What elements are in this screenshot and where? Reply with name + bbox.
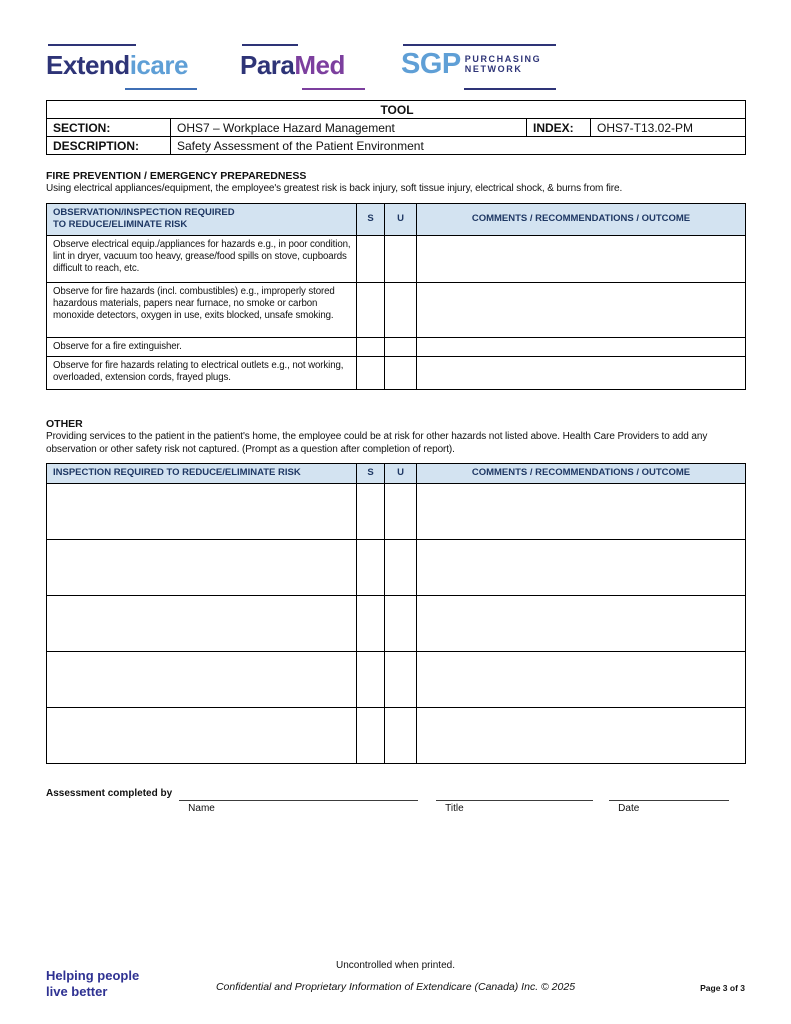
inspection-cell xyxy=(47,596,357,652)
extendicare-wordmark-blue: icare xyxy=(129,50,188,80)
observation-header-line1: OBSERVATION/INSPECTION REQUIRED xyxy=(53,206,235,218)
paramed-wordmark xyxy=(240,52,365,78)
observation-cell: Observe electrical equip./appliances for hazards e.g., in poor condition, lint in dryer, vacuum too heavy, grease/food spills on stove, cupboards difficult to reach, etc. xyxy=(47,235,357,282)
s-cell xyxy=(357,235,385,282)
paramed-logo xyxy=(240,42,365,86)
logo-rule-bottom xyxy=(125,88,197,90)
extendicare-logo xyxy=(46,42,200,86)
paramed-wordmark-navy: Para xyxy=(240,50,295,80)
table-header-row xyxy=(47,203,746,235)
fire-section-intro: Using electrical appliances/equipment, the employee's greatest risk is back injury, soft tissue injury, electrical shock, & burns from fire. xyxy=(46,183,623,194)
sgp-acronym: SGP xyxy=(401,48,461,80)
table-row xyxy=(47,337,746,356)
comments-cell xyxy=(417,540,746,596)
empty-table-row xyxy=(47,540,746,596)
comments-column-header: COMMENTS / RECOMMENDATIONS / OUTCOME xyxy=(417,464,746,484)
inspection-cell xyxy=(47,652,357,708)
table-row xyxy=(47,235,746,282)
u-cell xyxy=(385,596,417,652)
tagline-line1: Helping people xyxy=(46,968,140,983)
signature-row xyxy=(46,787,745,814)
tool-header-table xyxy=(46,100,746,155)
u-column-header: U xyxy=(385,203,417,235)
date-signature-line xyxy=(609,787,729,801)
empty-table-row xyxy=(47,596,746,652)
page-footer xyxy=(46,956,745,1012)
section-label: SECTION: xyxy=(47,119,171,137)
u-cell xyxy=(385,337,417,356)
inspection-cell xyxy=(47,484,357,540)
u-cell xyxy=(385,708,417,764)
table-row xyxy=(47,356,746,389)
fire-observation-table xyxy=(46,203,746,390)
s-cell xyxy=(357,708,385,764)
observation-column-header xyxy=(47,203,357,235)
index-value: OHS7-T13.02-PM xyxy=(591,119,746,137)
observation-header-line2: TO REDUCE/ELIMINATE RISK xyxy=(53,219,188,230)
s-cell xyxy=(357,282,385,337)
index-label: INDEX: xyxy=(527,119,591,137)
s-cell xyxy=(357,596,385,652)
u-cell xyxy=(385,652,417,708)
u-column-header: U xyxy=(385,464,417,484)
tool-header xyxy=(46,100,746,155)
s-cell xyxy=(357,484,385,540)
table-row xyxy=(47,282,746,337)
paramed-wordmark-purple: Med xyxy=(294,50,345,80)
fire-prevention-section xyxy=(46,170,745,390)
sgp-subtitle xyxy=(465,54,542,79)
logo-rule-bottom xyxy=(302,88,365,90)
s-cell xyxy=(357,337,385,356)
signature-field-name xyxy=(179,787,418,814)
tagline-line2: live better xyxy=(46,984,108,999)
s-cell xyxy=(357,652,385,708)
other-section-heading: OTHER xyxy=(46,418,83,430)
assessment-completed-label: Assessment completed by xyxy=(46,788,173,799)
comments-cell xyxy=(417,356,746,389)
comments-cell xyxy=(417,708,746,764)
observation-cell: Observe for a fire extinguisher. xyxy=(47,337,357,356)
logo-row xyxy=(46,42,559,88)
inspection-column-header: INSPECTION REQUIRED TO REDUCE/ELIMINATE RISK xyxy=(47,464,357,484)
u-cell xyxy=(385,484,417,540)
empty-table-row xyxy=(47,652,746,708)
s-cell xyxy=(357,356,385,389)
comments-cell xyxy=(417,652,746,708)
description-value: Safety Assessment of the Patient Environment xyxy=(171,137,746,155)
other-inspection-table xyxy=(46,463,746,764)
extendicare-wordmark xyxy=(46,52,200,78)
logo-rule-top xyxy=(48,44,136,46)
footer-center xyxy=(46,956,745,993)
empty-table-row xyxy=(47,484,746,540)
page-number: Page 3 of 3 xyxy=(700,983,745,993)
sgp-wordmark xyxy=(401,50,559,79)
comments-cell xyxy=(417,235,746,282)
s-column-header: S xyxy=(357,464,385,484)
inspection-cell xyxy=(47,540,357,596)
comments-cell xyxy=(417,337,746,356)
comments-cell xyxy=(417,484,746,540)
u-cell xyxy=(385,540,417,596)
confidential-notice: Confidential and Proprietary Information of Extendicare (Canada) Inc. © 2025 xyxy=(215,981,576,993)
logo-rule-bottom xyxy=(464,88,556,90)
sgp-subtitle-line2: NETWORK xyxy=(464,64,523,74)
title-label: Title xyxy=(445,803,464,814)
date-label: Date xyxy=(618,803,640,814)
u-cell xyxy=(385,356,417,389)
u-cell xyxy=(385,235,417,282)
s-cell xyxy=(357,540,385,596)
other-section xyxy=(46,418,745,764)
empty-table-row xyxy=(47,708,746,764)
fire-section-heading: FIRE PREVENTION / EMERGENCY PREPAREDNESS xyxy=(46,170,307,182)
other-section-intro: Providing services to the patient in the patient's home, the employee could be at risk for other hazards not listed above. Health Care Providers to add any observation or other safety risk not captured. (Prompt as a question after completion of report). xyxy=(46,431,708,455)
comments-cell xyxy=(417,282,746,337)
extendicare-wordmark-navy: Extend xyxy=(46,50,130,80)
comments-cell xyxy=(417,596,746,652)
signature-field-date xyxy=(609,787,729,814)
title-signature-line xyxy=(436,787,593,801)
logo-rule-top xyxy=(242,44,298,46)
logo-rule-top xyxy=(403,44,556,46)
description-label: DESCRIPTION: xyxy=(47,137,171,155)
sgp-logo xyxy=(401,42,559,86)
table-header-row xyxy=(47,464,746,484)
s-column-header: S xyxy=(357,203,385,235)
observation-cell: Observe for fire hazards relating to electrical outlets e.g., not working, overloaded, extension cords, frayed plugs. xyxy=(47,356,357,389)
uncontrolled-notice: Uncontrolled when printed. xyxy=(336,960,455,971)
section-value: OHS7 – Workplace Hazard Management xyxy=(171,119,527,137)
name-label: Name xyxy=(188,803,215,814)
signature-field-title xyxy=(436,787,593,814)
u-cell xyxy=(385,282,417,337)
tool-title: TOOL xyxy=(47,101,746,119)
inspection-cell xyxy=(47,708,357,764)
comments-column-header: COMMENTS / RECOMMENDATIONS / OUTCOME xyxy=(417,203,746,235)
name-signature-line xyxy=(179,787,418,801)
sgp-subtitle-line1: PURCHASING xyxy=(464,54,542,64)
observation-cell: Observe for fire hazards (incl. combustibles) e.g., improperly stored hazardous materials, papers near furnace, no smoke or carbon monoxide detectors, oxygen in use, exits blocked, unsafe smoking. xyxy=(47,282,357,337)
